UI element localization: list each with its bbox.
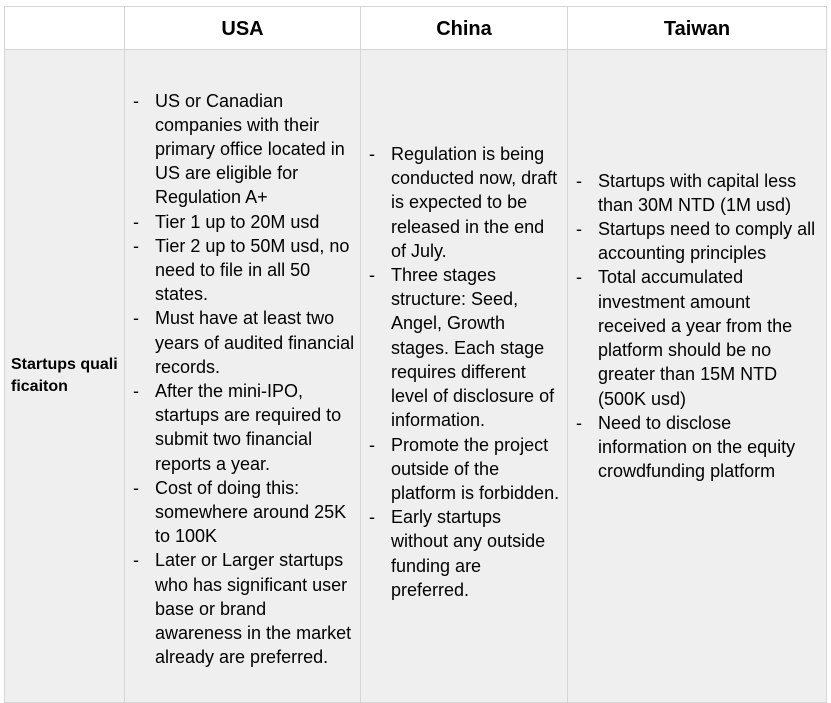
list-item-text: Total accumulated investment amount received a year from the platform should be no greater than 15M NTD (500K usd) — [598, 267, 793, 409]
bullet-dash: - — [133, 90, 139, 111]
bullet-dash: - — [133, 211, 139, 232]
bullet-dash: - — [369, 507, 375, 528]
list-item-text: Promote the project outside of the platform is forbidden. — [391, 434, 560, 503]
list-item-text: Three stages structure: Seed, Angel, Growth stages. Each stage requires different level of disclosure of information. — [391, 265, 555, 431]
list-item-text: Cost of doing this: somewhere around 25K to 100K — [155, 477, 347, 547]
list-item-text: Need to disclose information on the equity crowdfunding platform — [598, 412, 796, 482]
startups-qualification-row — [5, 50, 827, 703]
usa-cell — [125, 50, 361, 703]
list-item — [125, 476, 360, 549]
list-item-text: Regulation is being conducted now, draft is expected to be released in the end of July. — [391, 144, 558, 261]
list-item — [361, 263, 567, 432]
bullet-dash: - — [133, 477, 139, 498]
bullet-dash: - — [369, 144, 375, 165]
header-usa: USA — [125, 7, 361, 50]
list-item-text: Tier 1 up to 20M usd — [155, 211, 320, 232]
list-item-text: US or Canadian companies with their primary office located in US are eligible for Regulation A+ — [155, 90, 345, 208]
bullet-dash: - — [133, 381, 139, 401]
list-item — [568, 265, 826, 410]
taiwan-cell — [568, 50, 827, 703]
list-item — [361, 142, 567, 263]
row-label-startups-qualification: Startups qualificaiton — [5, 50, 125, 703]
list-item-text: Tier 2 up to 50M usd, no need to file in all 50 states. — [155, 235, 350, 305]
bullet-dash: - — [576, 267, 582, 288]
list-item — [125, 210, 360, 234]
list-item — [125, 548, 360, 669]
china-bullet-list — [361, 142, 567, 602]
comparison-table — [4, 6, 827, 703]
header-taiwan: Taiwan — [568, 7, 827, 50]
list-item — [361, 433, 567, 506]
china-cell — [361, 50, 568, 703]
list-item — [361, 505, 567, 602]
bullet-dash: - — [369, 265, 375, 286]
usa-bullet-list — [125, 89, 360, 670]
list-item — [568, 411, 826, 484]
bullet-dash: - — [576, 219, 582, 240]
list-item — [568, 217, 826, 265]
list-item-text: Startups with capital less than 30M NTD (1M usd) — [598, 170, 797, 215]
list-item-text: After the mini-IPO, startups are required to submit two financial reports a year. — [155, 381, 342, 474]
list-item — [568, 169, 826, 217]
header-row — [5, 7, 827, 50]
list-item-text: Must have at least two years of audited financial records. — [155, 308, 355, 377]
bullet-dash: - — [576, 170, 582, 191]
list-item-text: Later or Larger startups who has significant user base or brand awareness in the market already are preferred. — [155, 550, 352, 668]
list-item — [125, 306, 360, 379]
bullet-dash: - — [133, 308, 139, 329]
list-item — [125, 379, 360, 476]
header-empty-cell — [5, 7, 125, 50]
list-item-text: Early startups without any outside funding are preferred. — [391, 507, 546, 600]
bullet-dash: - — [133, 235, 139, 256]
list-item-text: Startups need to comply all accounting principles — [598, 219, 816, 264]
bullet-dash: - — [133, 550, 139, 571]
list-item — [125, 89, 360, 210]
header-china: China — [361, 7, 568, 50]
taiwan-bullet-list — [568, 169, 826, 484]
list-item — [125, 234, 360, 307]
bullet-dash: - — [576, 412, 582, 433]
bullet-dash: - — [369, 434, 375, 455]
